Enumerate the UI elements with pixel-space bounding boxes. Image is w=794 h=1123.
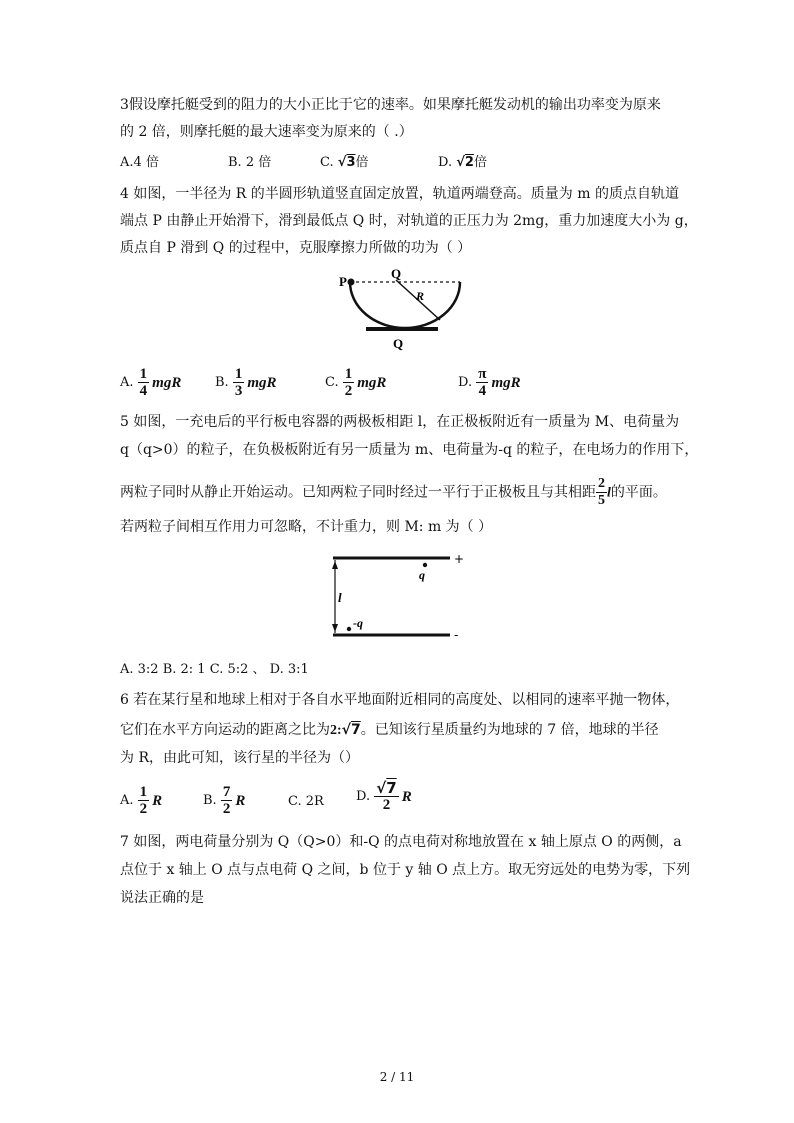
- q4-option-d: [458, 366, 521, 399]
- q5-line3-suffix: 的平面。: [610, 484, 667, 501]
- q4-option-d-mgr: mgR: [491, 374, 521, 391]
- q3-option-d-suffix: 倍: [473, 155, 487, 170]
- q4-option-b-denominator: 3: [234, 383, 243, 399]
- positive-plate-sign: +: [454, 552, 465, 566]
- q6-option-a-fraction: [138, 784, 150, 817]
- q6-option-b-denominator: 2: [222, 801, 231, 817]
- particle-p-dot: [348, 279, 355, 286]
- q4-option-b-fraction: [233, 366, 245, 399]
- q7-line2: 点位于 x 轴上 O 点与点电荷 Q 之间，b 位于 y 轴 O 点上方。取无穷远处的电势为零，下列: [120, 862, 691, 878]
- q6-option-d-label: D.: [356, 789, 371, 804]
- q4-line2: 端点 P 由静止开始滑下，滑到最低点 Q 时，对轨道的正压力为 2mg，重力加速度大小为 g，: [120, 213, 698, 229]
- q4-option-d-denominator: 4: [478, 383, 487, 399]
- q3-line1: 3假设摩托艇受到的阻力的大小正比于它的速率。如果摩托艇发动机的输出功率变为原来: [120, 97, 661, 113]
- q4-option-d-numerator: π: [478, 366, 487, 382]
- q4-option-b-numerator: 1: [234, 366, 243, 382]
- q6-line2: [120, 720, 659, 741]
- q3-option-b: [228, 153, 271, 173]
- q3-option-d: [438, 153, 487, 173]
- q4-option-d-fraction: [476, 366, 488, 399]
- q4-option-a-label: A.: [120, 375, 134, 390]
- q4-option-c-mgr: mgR: [357, 374, 387, 391]
- q5-distance-fraction: [596, 476, 607, 509]
- q3-option-d-sqrt: √2: [456, 155, 474, 170]
- particle-q-dot: [423, 563, 427, 567]
- q4-line3: 质点自 P 滑到 Q 的过程中，克服摩擦力所做的功为（ ）: [120, 240, 472, 256]
- q4-option-a-numerator: 1: [139, 366, 148, 382]
- q6-ratio-colon: :: [337, 723, 342, 738]
- q4-line1: 4 如图，一半径为 R 的半圆形轨道竖直固定放置，轨道两端登高。质量为 m 的质点自轨道: [120, 186, 679, 202]
- q6-option-a-r: R: [152, 792, 163, 809]
- q4-option-c-fraction: [343, 366, 355, 399]
- q4-option-a-mgr: mgR: [152, 374, 182, 391]
- q3-option-c-sqrt: √3: [337, 155, 356, 170]
- q4-option-c-denominator: 2: [344, 383, 353, 399]
- q6-option-d-denominator: 2: [382, 797, 391, 813]
- q3-option-b-text: 2 倍: [245, 155, 272, 170]
- page-number: 2 / 11: [379, 1070, 415, 1084]
- q3-option-d-label: D.: [438, 155, 453, 170]
- q5-distance-variable: l: [607, 485, 611, 501]
- label-q-bottom: Q: [393, 336, 404, 351]
- q6-ratio-radicand: 7: [351, 722, 361, 738]
- distance-arrow-down: [332, 624, 338, 632]
- q4-option-b: [215, 366, 277, 399]
- q6-ratio-sqrt: √7: [341, 722, 361, 738]
- q5-line3-prefix: 两粒子同时从静止开始运动。已知两粒子同时经过一平行于正极板且与其相距: [120, 484, 596, 501]
- capacitor-figure: [325, 548, 470, 643]
- q6-option-d: [356, 780, 412, 813]
- q7-line1: 7 如图，两电荷量分别为 Q（Q>0）和-Q 的点电荷对称地放置在 x 轴上原点 O 的两侧，a: [120, 834, 682, 850]
- semicircle-track-figure: [330, 262, 480, 358]
- q4-option-c-label: C.: [325, 375, 339, 390]
- q5-distance-denominator: 5: [598, 493, 605, 508]
- q4-option-b-mgr: mgR: [247, 374, 277, 391]
- q4-option-d-label: D.: [458, 375, 473, 390]
- q5-line4: 若两粒子间相互作用力可忽略，不计重力，则 M: m 为（ ）: [120, 519, 493, 535]
- q6-option-a-denominator: 2: [139, 801, 148, 817]
- q5-distance-numerator: 2: [598, 476, 605, 491]
- q5-options: A. 3:2 B. 2: 1 C. 5:2 、 D. 3:1: [120, 662, 309, 677]
- q6-line1: 6 若在某行星和地球上相对于各自水平地面附近相同的高度处、以相同的速率平抛一物体，: [120, 692, 680, 708]
- negative-plate-sign: -: [454, 628, 459, 642]
- q5-line2: q（q>0）的粒子，在负极板附近有另一质量为 m、电荷量为-q 的粒子，在电场力的作用下，: [120, 442, 699, 458]
- distance-l-label: l: [338, 590, 342, 605]
- q6-option-d-radicand: 7: [386, 779, 397, 797]
- q4-option-c: [325, 366, 386, 399]
- q3-option-d-radicand: 2: [464, 155, 474, 170]
- q6-line2-prefix: 它们在水平方向运动的距离之比为: [120, 722, 330, 738]
- q3-option-c: [320, 153, 369, 173]
- q3-option-a: A.4 倍: [120, 155, 159, 170]
- q3-option-b-label: B.: [228, 155, 242, 170]
- q7-line3: 说法正确的是: [120, 890, 204, 906]
- q6-option-d-numerator: √7: [376, 779, 397, 797]
- q6-line2-suffix: 。已知该行星质量约为地球的 7 倍，地球的半径: [360, 722, 659, 738]
- q5-line3: [120, 476, 667, 509]
- label-p: P: [339, 274, 347, 289]
- q6-option-c: C. 2R: [288, 794, 324, 809]
- q4-option-c-numerator: 1: [344, 366, 353, 382]
- q6-option-b-label: B.: [203, 793, 217, 808]
- q6-option-d-r: R: [401, 788, 412, 805]
- q6-option-b: [203, 784, 245, 817]
- q6-line3: 为 R，由此可知，该行星的半径为（）: [120, 750, 359, 766]
- label-q-top: Q: [391, 266, 402, 281]
- q6-option-d-fraction: [374, 780, 398, 813]
- q6-option-b-numerator: 7: [222, 784, 231, 800]
- q4-option-a-fraction: [138, 366, 150, 399]
- particle-negq-label: -q: [353, 616, 363, 630]
- q3-option-c-label: C.: [320, 155, 334, 170]
- q6-option-a-label: A.: [120, 793, 134, 808]
- q6-option-a-numerator: 1: [139, 784, 148, 800]
- q3-line2: 的 2 倍，则摩托艇的最大速率变为原来的（ .）: [120, 124, 413, 140]
- q6-ratio-left: 2: [330, 723, 337, 738]
- particle-q-label: q: [419, 568, 425, 582]
- q5-line1: 5 如图，一充电后的平行板电容器的两极板相距 l，在正极板附近有一质量为 M、电荷量为: [120, 414, 680, 430]
- q6-option-b-fraction: [221, 784, 233, 817]
- q3-option-c-radicand: 3: [346, 155, 356, 170]
- q6-option-b-r: R: [235, 792, 246, 809]
- q4-option-a: [120, 366, 181, 399]
- q4-option-b-label: B.: [215, 375, 229, 390]
- q4-option-a-denominator: 4: [139, 383, 148, 399]
- q6-option-a: [120, 784, 162, 817]
- distance-arrow-up: [332, 561, 338, 569]
- q3-option-c-suffix: 倍: [355, 155, 369, 170]
- label-r: R: [416, 289, 425, 303]
- particle-negq-dot: [347, 627, 351, 631]
